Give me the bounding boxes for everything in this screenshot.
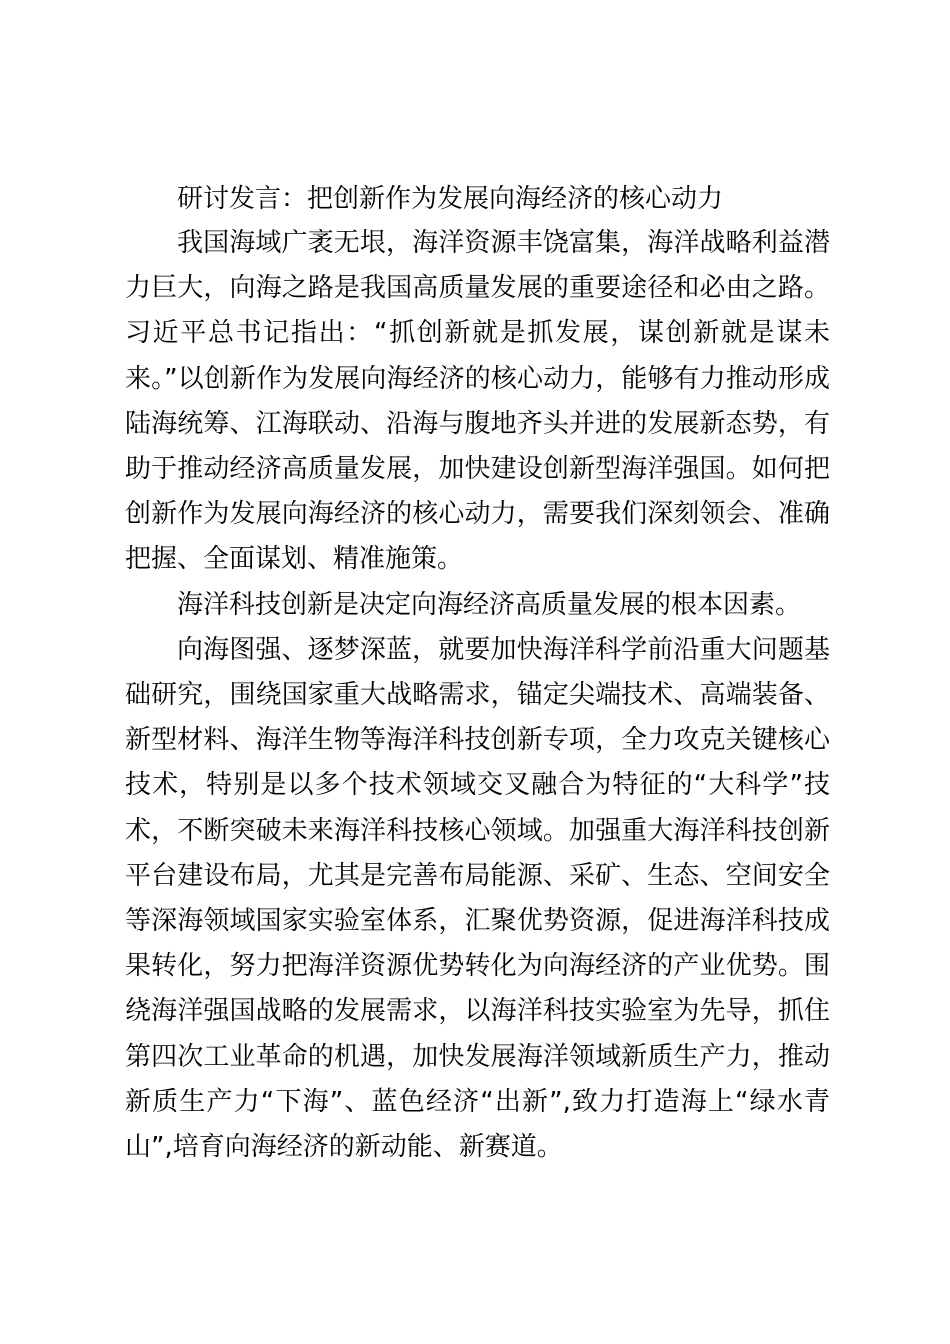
paragraph-tech-innovation: 向海图强、逐梦深蓝，就要加快海洋科学前沿重大问题基础研究，围绕国家重大战略需求，锚定尖端技术、高端装备、新型材料、海洋生物等海洋科技创新专项，全力攻克关键核心技术，特别是以多个技术领域交叉融合为特征的“大科学”技术，不断突破未来海洋科技核心领域。加强重大海洋科技创新平台建设布局，尤其是完善布局能源、采矿、生态、空间安全等深海领域国家实验室体系，汇聚优势资源，促进海洋科技成果转化，努力把海洋资源优势转化为向海经济的产业优势。围绕海洋强国战略的发展需求，以海洋科技实验室为先导，抓住第四次工业革命的机遇，加快发展海洋领域新质生产力，推动新质生产力“下海”、蓝色经济“出新”,致力打造海上“绿水青山”,培育向海经济的新动能、新赛道。 — [125, 634, 830, 1163]
paragraph-heading-tech: 海洋科技创新是决定向海经济高质量发展的根本因素。 — [177, 589, 802, 620]
document-body — [125, 178, 830, 1170]
document-title: 研讨发言：把创新作为发展向海经济的核心动力 — [177, 184, 724, 214]
paragraph-intro: 我国海域广袤无垠，海洋资源丰饶富集，海洋战略利益潜力巨大，向海之路是我国高质量发展的重要途径和必由之路。习近平总书记指出：“抓创新就是抓发展，谋创新就是谋未来。”以创新作为发展向海经济的核心动力，能够有力推动形成陆海统筹、江海联动、沿海与腹地齐头并进的发展新态势，有助于推动经济高质量发展，加快建设创新型海洋强国。如何把创新作为发展向海经济的核心动力，需要我们深刻领会、准确把握、全面谋划、精准施策。 — [125, 228, 830, 575]
